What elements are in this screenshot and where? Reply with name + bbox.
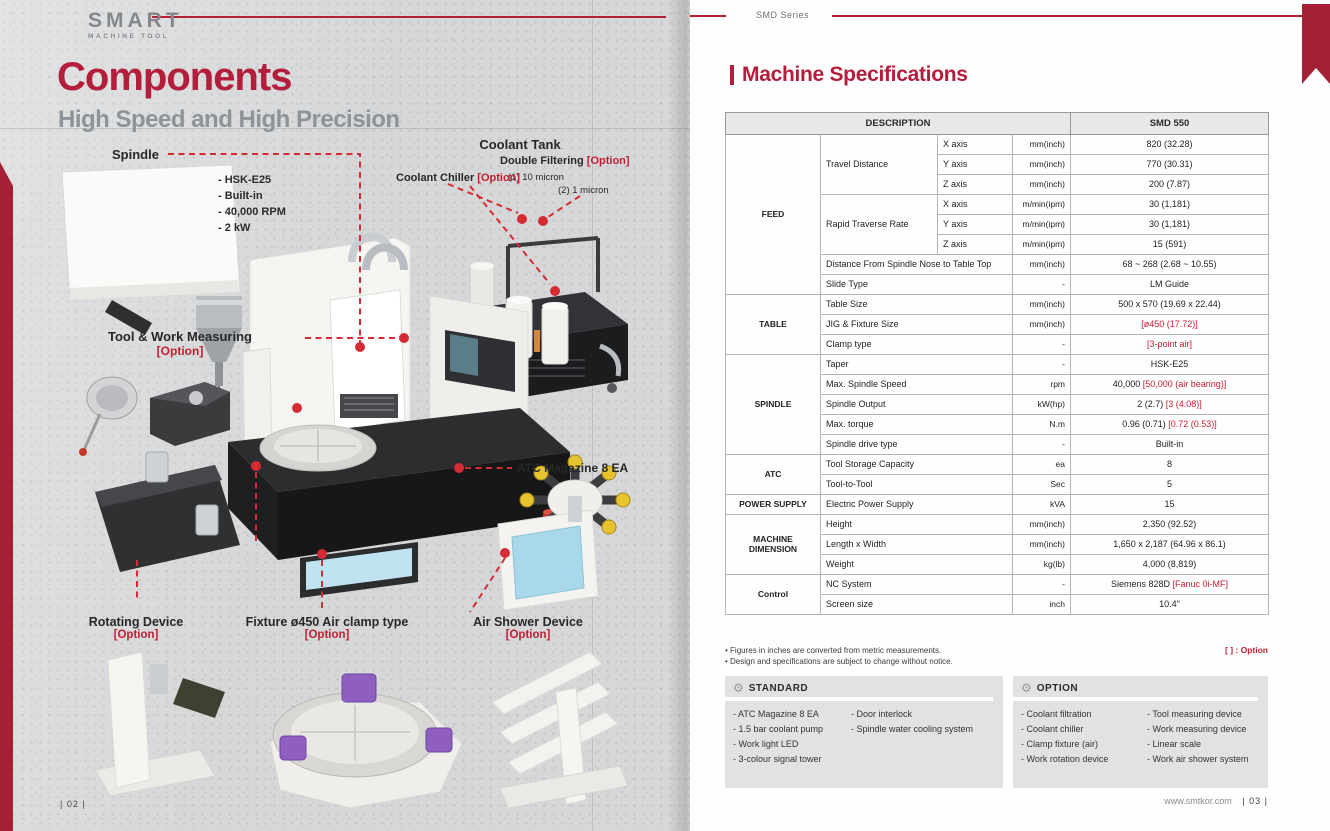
list-item: - Coolant filtration: [1021, 709, 1092, 719]
spec-value: 2 (2.7) [3 (4.08)]: [1071, 395, 1269, 415]
spec-item-label: Tool Storage Capacity: [821, 455, 1013, 475]
spec-unit: m/min(ipm): [1013, 235, 1071, 255]
list-item: - 3-colour signal tower: [733, 754, 822, 764]
list-item: - ATC Magazine 8 EA: [733, 709, 819, 719]
spec-unit: m/min(ipm): [1013, 195, 1071, 215]
option-items: [1013, 701, 1268, 767]
option-title: OPTION: [1036, 682, 1079, 694]
spec-item-label: Weight: [821, 555, 1013, 575]
list-item: - Coolant chiller: [1021, 724, 1084, 734]
list-item: - Work rotation device: [1021, 754, 1109, 764]
spec-value: 5: [1071, 475, 1269, 495]
spec-value: 2,350 (92.52): [1071, 515, 1269, 535]
spec-item-label: Length x Width: [821, 535, 1013, 555]
standard-panel-header: [725, 676, 1003, 697]
spec-item-label: Slide Type: [821, 275, 1013, 295]
standard-col-1: [733, 707, 851, 767]
list-item: - Work air shower system: [1147, 754, 1249, 764]
option-panel-header: [1013, 676, 1268, 697]
title-accent-bar: [730, 65, 734, 85]
fixture-render: [270, 674, 462, 808]
spec-unit: mm(inch): [1013, 315, 1071, 335]
spec-table: [725, 112, 1269, 615]
spec-axis-label: Y axis: [938, 215, 1013, 235]
label-tool-work-measuring: Tool & Work Measuring [Option]: [108, 329, 252, 358]
standard-panel: [725, 676, 1003, 788]
label-rotating-device: Rotating Device [Option]: [88, 615, 184, 641]
col-header-model: SMD 550: [1071, 113, 1269, 135]
spec-value: 30 (1,181): [1071, 215, 1269, 235]
standard-col-2: [851, 707, 973, 767]
spec-value: 0.96 (0.71) [0.72 (0.53)]: [1071, 415, 1269, 435]
website-url: www.smtkor.com: [1164, 796, 1232, 806]
spec-value: 1,650 x 2,187 (64.96 x 86.1): [1071, 535, 1269, 555]
spindle-spec-list: [218, 172, 286, 236]
spec-item-label: Distance From Spindle Nose to Table Top: [821, 255, 1013, 275]
table-footnotes: [725, 645, 1268, 667]
page-title: Components: [57, 55, 292, 99]
spec-unit: inch: [1013, 595, 1071, 615]
page-gutter-shadow: [668, 0, 690, 831]
option-col-2: [1147, 707, 1248, 767]
label-coolant-chiller: Coolant Chiller [Option]: [396, 172, 521, 184]
option-col-1: [1021, 707, 1147, 767]
spec-axis-label: Z axis: [938, 235, 1013, 255]
spec-category: SPINDLE: [726, 355, 821, 455]
spec-value: 40,000 [50,000 (air bearing)]: [1071, 375, 1269, 395]
spec-value: [3-point air]: [1071, 335, 1269, 355]
list-item: • Design and specifications are subject to change without notice.: [725, 657, 953, 667]
header-rule: [152, 16, 666, 18]
spec-value: LM Guide: [1071, 275, 1269, 295]
spec-unit: mm(inch): [1013, 135, 1071, 155]
footnote-list: [725, 645, 953, 667]
label-atc-magazine: ATC Magazine 8 EA: [517, 461, 629, 475]
spec-value: Built-in: [1071, 435, 1269, 455]
spec-value: 68 ~ 268 (2.68 ~ 10.55): [1071, 255, 1269, 275]
spec-item-label: Table Size: [821, 295, 1013, 315]
list-item: - Spindle water cooling system: [851, 724, 974, 734]
list-item: - 40,000 RPM: [218, 206, 286, 218]
spec-unit: -: [1013, 575, 1071, 595]
logo-title: SMART: [88, 9, 183, 32]
spec-row: [726, 575, 1269, 595]
spec-table-body: [726, 135, 1269, 615]
spec-item-label: Max. torque: [821, 415, 1013, 435]
spec-value: 770 (30.31): [1071, 155, 1269, 175]
spec-item-label: Electric Power Supply: [821, 495, 1013, 515]
spec-unit: ea: [1013, 455, 1071, 475]
spec-item-label: NC System: [821, 575, 1013, 595]
spec-group-label: Travel Distance: [821, 135, 938, 195]
label-air-shower-device: Air Shower Device [Option]: [473, 615, 583, 641]
spec-unit: Sec: [1013, 475, 1071, 495]
spec-unit: -: [1013, 435, 1071, 455]
spec-category: TABLE: [726, 295, 821, 355]
spec-value: 200 (7.87): [1071, 175, 1269, 195]
spec-value: Siemens 828D [Fanuc 0i-MF]: [1071, 575, 1269, 595]
spec-value: [ø450 (17.72)]: [1071, 315, 1269, 335]
page-specifications: [690, 0, 1330, 831]
spec-value: 500 x 570 (19.69 x 22.44): [1071, 295, 1269, 315]
spec-unit: mm(inch): [1013, 155, 1071, 175]
spec-row: [726, 455, 1269, 475]
spec-category: FEED: [726, 135, 821, 295]
spec-axis-label: Z axis: [938, 175, 1013, 195]
section-title: Machine Specifications: [730, 63, 968, 87]
spec-value: HSK-E25: [1071, 355, 1269, 375]
left-red-ribbon: [0, 162, 13, 831]
spec-category: ATC: [726, 455, 821, 495]
header-rule: [690, 15, 726, 17]
spec-value: 15: [1071, 495, 1269, 515]
spec-row: [726, 295, 1269, 315]
list-item: - 1.5 bar coolant pump: [733, 724, 824, 734]
gear-icon: ⚙: [1021, 681, 1032, 695]
spec-group-label: Rapid Traverse Rate: [821, 195, 938, 255]
spec-unit: rpm: [1013, 375, 1071, 395]
smart-machine-tool-logo: [88, 10, 183, 40]
option-legend: [ ] : Option: [1225, 645, 1268, 655]
spec-value: 8: [1071, 455, 1269, 475]
standard-title: STANDARD: [748, 682, 809, 694]
page-subtitle: High Speed and High Precision: [58, 106, 400, 133]
spec-unit: -: [1013, 355, 1071, 375]
label-filter-2: (2) 1 micron: [558, 185, 609, 196]
spec-unit: mm(inch): [1013, 535, 1071, 555]
spec-unit: m/min(ipm): [1013, 215, 1071, 235]
spec-unit: mm(inch): [1013, 515, 1071, 535]
list-item: - 2 kW: [218, 222, 251, 234]
series-label: SMD Series: [756, 10, 810, 20]
spec-unit: -: [1013, 335, 1071, 355]
air-shower-render: [492, 652, 628, 808]
label-coolant-tank: Coolant Tank: [479, 137, 561, 152]
spec-item-label: Spindle drive type: [821, 435, 1013, 455]
spec-value: 820 (32.28): [1071, 135, 1269, 155]
spec-item-label: JIG & Fixture Size: [821, 315, 1013, 335]
spec-row: [726, 135, 1269, 155]
spec-item-label: Taper: [821, 355, 1013, 375]
corner-red-ribbon: [1302, 4, 1330, 84]
spec-row: [726, 355, 1269, 375]
gear-icon: ⚙: [733, 681, 744, 695]
logo-subtitle: MACHINE TOOL: [88, 33, 170, 40]
spec-value: 10.4": [1071, 595, 1269, 615]
page-number: | 03 |: [1242, 796, 1268, 806]
header-rule: [832, 15, 1308, 17]
spec-item-label: Max. Spindle Speed: [821, 375, 1013, 395]
page-footer: [725, 796, 1268, 806]
spec-row: [726, 495, 1269, 515]
list-item: - Built-in: [218, 190, 263, 202]
measuring-devices-render: [79, 377, 240, 572]
page-number: | 02 |: [60, 799, 86, 809]
spec-item-label: Screen size: [821, 595, 1013, 615]
spec-unit: mm(inch): [1013, 255, 1071, 275]
option-panel: [1013, 676, 1268, 788]
list-item: - Clamp fixture (air): [1021, 739, 1099, 749]
list-item: • Figures in inches are converted from metric measurements.: [725, 646, 942, 655]
col-header-description: DESCRIPTION: [726, 113, 1071, 135]
list-item: - Linear scale: [1147, 739, 1202, 749]
spec-item-label: Height: [821, 515, 1013, 535]
label-spindle: Spindle: [112, 147, 159, 162]
spec-value: 30 (1,181): [1071, 195, 1269, 215]
spec-category: Control: [726, 575, 821, 615]
spec-unit: kVA: [1013, 495, 1071, 515]
spec-axis-label: X axis: [938, 195, 1013, 215]
list-item: - Work light LED: [733, 739, 799, 749]
spec-axis-label: X axis: [938, 135, 1013, 155]
label-fixture: Fixture ø450 Air clamp type [Option]: [245, 615, 409, 641]
standard-items: [725, 701, 1003, 767]
rotating-device-render: [95, 652, 225, 796]
spec-category: POWER SUPPLY: [726, 495, 821, 515]
spec-unit: -: [1013, 275, 1071, 295]
spec-item-label: Clamp type: [821, 335, 1013, 355]
label-double-filtering: Double Filtering [Option]: [500, 155, 630, 167]
spec-row: [726, 515, 1269, 535]
spec-unit: kW(hp): [1013, 395, 1071, 415]
spec-unit: mm(inch): [1013, 175, 1071, 195]
label-filter-1: (1) 10 micron: [508, 172, 564, 183]
spec-unit: kg(lb): [1013, 555, 1071, 575]
list-item: - Door interlock: [851, 709, 913, 719]
list-item: - HSK-E25: [218, 174, 272, 186]
list-item: - Work measuring device: [1147, 724, 1247, 734]
spec-unit: N.m: [1013, 415, 1071, 435]
spec-value: 4,000 (8,819): [1071, 555, 1269, 575]
list-item: - Tool measuring device: [1147, 709, 1242, 719]
spec-unit: mm(inch): [1013, 295, 1071, 315]
spec-category: MACHINE DIMENSION: [726, 515, 821, 575]
spec-header-row: [726, 113, 1269, 135]
spec-item-label: Spindle Output: [821, 395, 1013, 415]
spec-value: 15 (591): [1071, 235, 1269, 255]
spec-axis-label: Y axis: [938, 155, 1013, 175]
spec-item-label: Tool-to-Tool: [821, 475, 1013, 495]
